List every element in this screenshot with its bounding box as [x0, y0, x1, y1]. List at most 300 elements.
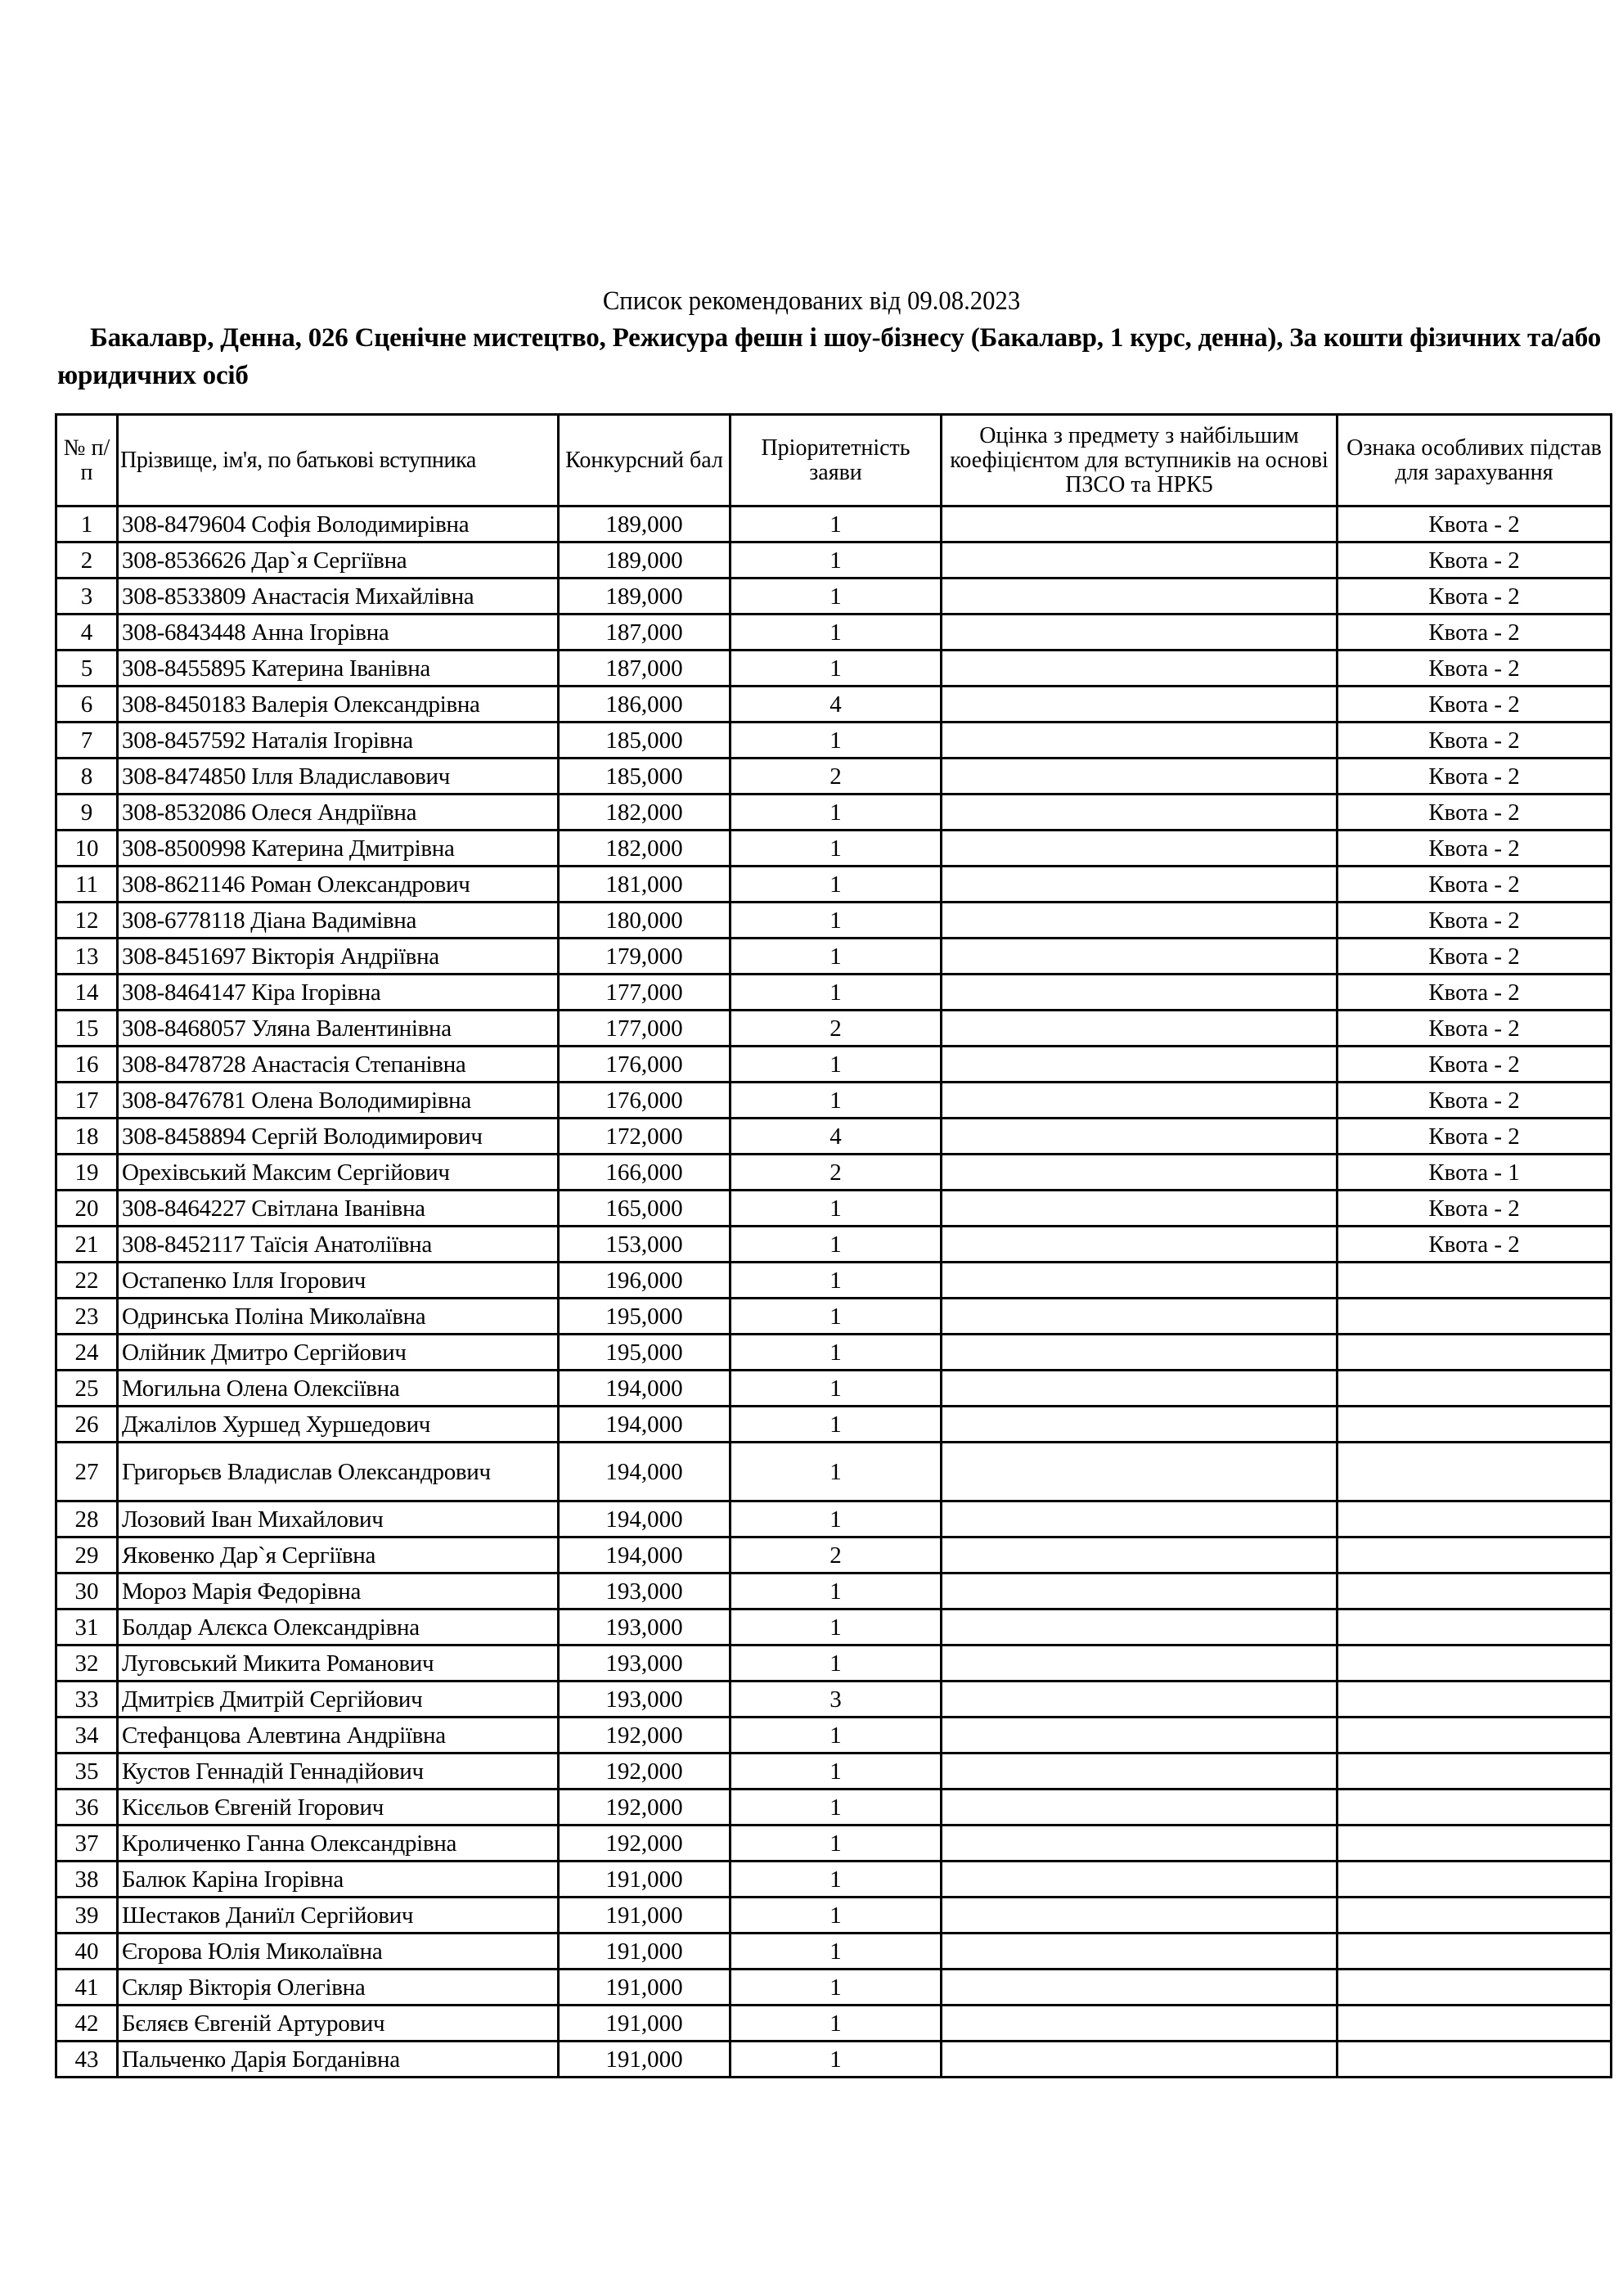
special-admission-basis-cell	[1338, 1681, 1612, 1717]
row-number-cell: 15	[56, 1011, 118, 1047]
competitive-score-cell: 193,000	[559, 1609, 731, 1645]
row-number-cell: 36	[56, 1790, 118, 1826]
special-admission-basis-cell	[1338, 1443, 1612, 1501]
competitive-score-cell: 176,000	[559, 1047, 731, 1083]
special-admission-basis-cell: Квота - 2	[1338, 903, 1612, 939]
row-number-cell: 43	[56, 2042, 118, 2078]
special-admission-basis-cell	[1338, 1335, 1612, 1371]
applicant-name-cell: Кроличенко Ганна Олександрівна	[118, 1826, 559, 1862]
applicant-name-cell: Остапенко Ілля Ігорович	[118, 1263, 559, 1299]
header-score: Конкурсний бал	[559, 415, 731, 506]
table-row	[56, 1335, 1612, 1371]
application-priority-cell: 1	[731, 1717, 942, 1754]
table-row	[56, 1717, 1612, 1754]
application-priority-cell: 1	[731, 1501, 942, 1537]
row-number-cell: 3	[56, 579, 118, 615]
table-row	[56, 1191, 1612, 1227]
table-body	[56, 506, 1612, 2078]
applicant-name-cell: 308-8458894 Сергій Володимирович	[118, 1119, 559, 1155]
application-priority-cell: 1	[731, 903, 942, 939]
row-number-cell: 22	[56, 1263, 118, 1299]
row-number-cell: 41	[56, 1970, 118, 2006]
application-priority-cell: 1	[731, 1970, 942, 2006]
applicant-name-cell: Луговський Микита Романович	[118, 1645, 559, 1681]
subject-grade-cell	[942, 1826, 1338, 1862]
competitive-score-cell: 192,000	[559, 1717, 731, 1754]
subject-grade-cell	[942, 651, 1338, 687]
table-row	[56, 1970, 1612, 2006]
application-priority-cell: 4	[731, 687, 942, 723]
application-priority-cell: 4	[731, 1119, 942, 1155]
application-priority-cell: 2	[731, 759, 942, 795]
row-number-cell: 37	[56, 1826, 118, 1862]
applicant-name-cell: Мороз Марія Федорівна	[118, 1573, 559, 1609]
table-row	[56, 1119, 1612, 1155]
special-admission-basis-cell: Квота - 2	[1338, 759, 1612, 795]
applicant-name-cell: 308-8455895 Катерина Іванівна	[118, 651, 559, 687]
row-number-cell: 42	[56, 2006, 118, 2042]
applicant-name-cell: Яковенко Дар`я Сергіївна	[118, 1537, 559, 1573]
subject-grade-cell	[942, 831, 1338, 867]
header-grade: Оцінка з предмету з найбільшим коефіцієнтом для вступників на основі ПЗСО та НРК5	[942, 415, 1338, 506]
application-priority-cell: 1	[731, 831, 942, 867]
subject-grade-cell	[942, 1970, 1338, 2006]
subject-grade-cell	[942, 615, 1338, 651]
competitive-score-cell: 194,000	[559, 1537, 731, 1573]
application-priority-cell: 1	[731, 651, 942, 687]
applicant-name-cell: Орехівський Максим Сергійович	[118, 1155, 559, 1191]
subject-grade-cell	[942, 1083, 1338, 1119]
competitive-score-cell: 187,000	[559, 651, 731, 687]
table-row	[56, 1299, 1612, 1335]
competitive-score-cell: 189,000	[559, 542, 731, 579]
table-row	[56, 1681, 1612, 1717]
row-number-cell: 25	[56, 1371, 118, 1407]
table-row	[56, 1826, 1612, 1862]
row-number-cell: 24	[56, 1335, 118, 1371]
table-row	[56, 759, 1612, 795]
subject-grade-cell	[942, 975, 1338, 1011]
row-number-cell: 34	[56, 1717, 118, 1754]
applicant-name-cell: Кісєльов Євгеній Ігорович	[118, 1790, 559, 1826]
application-priority-cell: 1	[731, 1790, 942, 1826]
row-number-cell: 32	[56, 1645, 118, 1681]
special-admission-basis-cell	[1338, 1407, 1612, 1443]
row-number-cell: 18	[56, 1119, 118, 1155]
application-priority-cell: 1	[731, 1826, 942, 1862]
table-row	[56, 1155, 1612, 1191]
subject-grade-cell	[942, 1790, 1338, 1826]
application-priority-cell: 1	[731, 867, 942, 903]
special-admission-basis-cell	[1338, 1862, 1612, 1898]
applicant-name-cell: Могильна Олена Олексіївна	[118, 1371, 559, 1407]
applicant-name-cell: Григорьєв Владислав Олександрович	[118, 1443, 559, 1501]
row-number-cell: 31	[56, 1609, 118, 1645]
competitive-score-cell: 194,000	[559, 1501, 731, 1537]
subject-grade-cell	[942, 1681, 1338, 1717]
subject-grade-cell	[942, 1119, 1338, 1155]
subject-grade-cell	[942, 1609, 1338, 1645]
application-priority-cell: 1	[731, 975, 942, 1011]
table-row	[56, 1083, 1612, 1119]
competitive-score-cell: 191,000	[559, 1934, 731, 1970]
applicant-name-cell: Олійник Дмитро Сергійович	[118, 1335, 559, 1371]
table-row	[56, 1537, 1612, 1573]
subject-grade-cell	[942, 1227, 1338, 1263]
applicant-name-cell: 308-8536626 Дар`я Сергіївна	[118, 542, 559, 579]
row-number-cell: 14	[56, 975, 118, 1011]
competitive-score-cell: 179,000	[559, 939, 731, 975]
application-priority-cell: 1	[731, 1047, 942, 1083]
table-row	[56, 975, 1612, 1011]
application-priority-cell: 1	[731, 1083, 942, 1119]
table-row	[56, 687, 1612, 723]
special-admission-basis-cell: Квота - 2	[1338, 579, 1612, 615]
competitive-score-cell: 196,000	[559, 1263, 731, 1299]
applicant-name-cell: Єгорова Юлія Миколаївна	[118, 1934, 559, 1970]
subject-grade-cell	[942, 2042, 1338, 2078]
application-priority-cell: 1	[731, 1609, 942, 1645]
subject-grade-cell	[942, 1898, 1338, 1934]
application-priority-cell: 1	[731, 1407, 942, 1443]
competitive-score-cell: 194,000	[559, 1443, 731, 1501]
table-row	[56, 542, 1612, 579]
application-priority-cell: 1	[731, 2042, 942, 2078]
row-number-cell: 33	[56, 1681, 118, 1717]
application-priority-cell: 2	[731, 1155, 942, 1191]
special-admission-basis-cell: Квота - 2	[1338, 1191, 1612, 1227]
row-number-cell: 10	[56, 831, 118, 867]
special-admission-basis-cell	[1338, 1645, 1612, 1681]
special-admission-basis-cell	[1338, 1263, 1612, 1299]
applicant-name-cell: Пальченко Дарія Богданівна	[118, 2042, 559, 2078]
subject-grade-cell	[942, 1371, 1338, 1407]
subject-grade-cell	[942, 1573, 1338, 1609]
special-admission-basis-cell: Квота - 2	[1338, 1011, 1612, 1047]
competitive-score-cell: 181,000	[559, 867, 731, 903]
row-number-cell: 5	[56, 651, 118, 687]
subject-grade-cell	[942, 867, 1338, 903]
applicant-name-cell: Скляр Вікторія Олегівна	[118, 1970, 559, 2006]
application-priority-cell: 1	[731, 1898, 942, 1934]
application-priority-cell: 1	[731, 542, 942, 579]
competitive-score-cell: 176,000	[559, 1083, 731, 1119]
special-admission-basis-cell	[1338, 2042, 1612, 2078]
competitive-score-cell: 177,000	[559, 975, 731, 1011]
row-number-cell: 35	[56, 1754, 118, 1790]
application-priority-cell: 3	[731, 1681, 942, 1717]
competitive-score-cell: 177,000	[559, 1011, 731, 1047]
applicant-name-cell: Шестаков Даниїл Сергійович	[118, 1898, 559, 1934]
special-admission-basis-cell: Квота - 2	[1338, 723, 1612, 759]
table-row	[56, 579, 1612, 615]
competitive-score-cell: 192,000	[559, 1754, 731, 1790]
table-row	[56, 903, 1612, 939]
competitive-score-cell: 187,000	[559, 615, 731, 651]
subject-grade-cell	[942, 1717, 1338, 1754]
competitive-score-cell: 182,000	[559, 795, 731, 831]
application-priority-cell: 1	[731, 506, 942, 542]
subject-grade-cell	[942, 759, 1338, 795]
applicant-name-cell: Джалілов Хуршед Хуршедович	[118, 1407, 559, 1443]
row-number-cell: 39	[56, 1898, 118, 1934]
table-row	[56, 2042, 1612, 2078]
row-number-cell: 26	[56, 1407, 118, 1443]
subject-grade-cell	[942, 903, 1338, 939]
special-admission-basis-cell	[1338, 1754, 1612, 1790]
table-row	[56, 1047, 1612, 1083]
special-admission-basis-cell	[1338, 1299, 1612, 1335]
table-row	[56, 1443, 1612, 1501]
competitive-score-cell: 194,000	[559, 1371, 731, 1407]
row-number-cell: 4	[56, 615, 118, 651]
special-admission-basis-cell: Квота - 2	[1338, 542, 1612, 579]
application-priority-cell: 1	[731, 1227, 942, 1263]
row-number-cell: 38	[56, 1862, 118, 1898]
row-number-cell: 11	[56, 867, 118, 903]
application-priority-cell: 1	[731, 1645, 942, 1681]
competitive-score-cell: 194,000	[559, 1407, 731, 1443]
subject-grade-cell	[942, 939, 1338, 975]
application-priority-cell: 1	[731, 2006, 942, 2042]
competitive-score-cell: 189,000	[559, 506, 731, 542]
applicant-name-cell: Балюк Каріна Ігорівна	[118, 1862, 559, 1898]
application-priority-cell: 1	[731, 579, 942, 615]
subject-grade-cell	[942, 1862, 1338, 1898]
table-row	[56, 1645, 1612, 1681]
application-priority-cell: 1	[731, 795, 942, 831]
application-priority-cell: 1	[731, 1934, 942, 1970]
applicant-name-cell: 308-8532086 Олеся Андріївна	[118, 795, 559, 831]
row-number-cell: 17	[56, 1083, 118, 1119]
subject-grade-cell	[942, 579, 1338, 615]
application-priority-cell: 2	[731, 1537, 942, 1573]
special-admission-basis-cell: Квота - 2	[1338, 1119, 1612, 1155]
applicant-name-cell: Кустов Геннадій Геннадійович	[118, 1754, 559, 1790]
competitive-score-cell: 185,000	[559, 723, 731, 759]
table-row	[56, 831, 1612, 867]
table-row	[56, 1501, 1612, 1537]
competitive-score-cell: 191,000	[559, 1862, 731, 1898]
header-number: № п/п	[56, 415, 118, 506]
application-priority-cell: 1	[731, 1573, 942, 1609]
competitive-score-cell: 191,000	[559, 1970, 731, 2006]
table-row	[56, 723, 1612, 759]
competitive-score-cell: 195,000	[559, 1335, 731, 1371]
row-number-cell: 21	[56, 1227, 118, 1263]
table-header-row	[56, 415, 1612, 506]
special-admission-basis-cell	[1338, 1970, 1612, 2006]
competitive-score-cell: 195,000	[559, 1299, 731, 1335]
table-row	[56, 2006, 1612, 2042]
subject-grade-cell	[942, 1537, 1338, 1573]
competitive-score-cell: 185,000	[559, 759, 731, 795]
competitive-score-cell: 191,000	[559, 2042, 731, 2078]
special-admission-basis-cell	[1338, 1717, 1612, 1754]
document-subtitle: Бакалавр, Денна, 026 Сценічне мистецтво, Режисура фешн і шоу-бізнесу (Бакалавр, 1 курс, денна), За кошти фізичних та/або юридичних осіб	[57, 323, 1602, 390]
table-row	[56, 1227, 1612, 1263]
row-number-cell: 19	[56, 1155, 118, 1191]
applicant-name-cell: 308-6843448 Анна Ігорівна	[118, 615, 559, 651]
applicant-name-cell: Лозовий Іван Михайлович	[118, 1501, 559, 1537]
document-title: Список рекомендованих від 09.08.2023	[602, 286, 1021, 316]
subject-grade-cell	[942, 1501, 1338, 1537]
application-priority-cell: 1	[731, 1263, 942, 1299]
subject-grade-cell	[942, 723, 1338, 759]
application-priority-cell: 1	[731, 723, 942, 759]
special-admission-basis-cell	[1338, 1826, 1612, 1862]
subject-grade-cell	[942, 1443, 1338, 1501]
application-priority-cell: 1	[731, 1862, 942, 1898]
table-row	[56, 1573, 1612, 1609]
special-admission-basis-cell	[1338, 1934, 1612, 1970]
row-number-cell: 13	[56, 939, 118, 975]
application-priority-cell: 1	[731, 1754, 942, 1790]
applicant-name-cell: 308-8457592 Наталія Ігорівна	[118, 723, 559, 759]
special-admission-basis-cell	[1338, 1790, 1612, 1826]
table-row	[56, 1371, 1612, 1407]
application-priority-cell: 1	[731, 1299, 942, 1335]
applicant-name-cell: Бєляєв Євгеній Артурович	[118, 2006, 559, 2042]
subject-grade-cell	[942, 1934, 1338, 1970]
row-number-cell: 23	[56, 1299, 118, 1335]
competitive-score-cell: 191,000	[559, 1898, 731, 1934]
subject-grade-cell	[942, 1645, 1338, 1681]
application-priority-cell: 1	[731, 1335, 942, 1371]
special-admission-basis-cell	[1338, 1609, 1612, 1645]
applicant-name-cell: 308-8474850 Ілля Владиславович	[118, 759, 559, 795]
row-number-cell: 30	[56, 1573, 118, 1609]
header-name: Прізвище, ім'я, по батькові вступника	[118, 415, 559, 506]
row-number-cell: 27	[56, 1443, 118, 1501]
applicant-name-cell: Дмитрієв Дмитрій Сергійович	[118, 1681, 559, 1717]
recommended-list-table	[55, 413, 1612, 2078]
special-admission-basis-cell: Квота - 2	[1338, 1227, 1612, 1263]
table-row	[56, 1790, 1612, 1826]
applicant-name-cell: 308-8478728 Анастасія Степанівна	[118, 1047, 559, 1083]
application-priority-cell: 1	[731, 615, 942, 651]
applicant-name-cell: Одринська Поліна Миколаївна	[118, 1299, 559, 1335]
subject-grade-cell	[942, 1011, 1338, 1047]
row-number-cell: 40	[56, 1934, 118, 1970]
applicant-name-cell: 308-8452117 Таїсія Анатоліївна	[118, 1227, 559, 1263]
special-admission-basis-cell	[1338, 1573, 1612, 1609]
applicant-name-cell: 308-8464227 Світлана Іванівна	[118, 1191, 559, 1227]
competitive-score-cell: 180,000	[559, 903, 731, 939]
table-row	[56, 1407, 1612, 1443]
subject-grade-cell	[942, 542, 1338, 579]
applicant-name-cell: 308-8468057 Уляна Валентинівна	[118, 1011, 559, 1047]
subject-grade-cell	[942, 506, 1338, 542]
competitive-score-cell: 192,000	[559, 1826, 731, 1862]
competitive-score-cell: 166,000	[559, 1155, 731, 1191]
row-number-cell: 8	[56, 759, 118, 795]
special-admission-basis-cell: Квота - 2	[1338, 795, 1612, 831]
table-row	[56, 1862, 1612, 1898]
competitive-score-cell: 153,000	[559, 1227, 731, 1263]
applicant-name-cell: 308-8621146 Роман Олександрович	[118, 867, 559, 903]
special-admission-basis-cell	[1338, 1537, 1612, 1573]
subject-grade-cell	[942, 1155, 1338, 1191]
subject-grade-cell	[942, 1335, 1338, 1371]
table-row	[56, 1898, 1612, 1934]
row-number-cell: 29	[56, 1537, 118, 1573]
table-row	[56, 1011, 1612, 1047]
applicant-name-cell: Болдар Алєкса Олександрівна	[118, 1609, 559, 1645]
subject-grade-cell	[942, 1263, 1338, 1299]
header-priority: Пріоритетність заяви	[731, 415, 942, 506]
special-admission-basis-cell: Квота - 2	[1338, 831, 1612, 867]
row-number-cell: 20	[56, 1191, 118, 1227]
special-admission-basis-cell	[1338, 1501, 1612, 1537]
special-admission-basis-cell: Квота - 2	[1338, 939, 1612, 975]
row-number-cell: 6	[56, 687, 118, 723]
special-admission-basis-cell: Квота - 2	[1338, 506, 1612, 542]
special-admission-basis-cell: Квота - 2	[1338, 1047, 1612, 1083]
application-priority-cell: 1	[731, 1443, 942, 1501]
subject-grade-cell	[942, 1047, 1338, 1083]
table-row	[56, 1609, 1612, 1645]
row-number-cell: 28	[56, 1501, 118, 1537]
special-admission-basis-cell	[1338, 2006, 1612, 2042]
competitive-score-cell: 193,000	[559, 1645, 731, 1681]
applicant-name-cell: 308-8533809 Анастасія Михайлівна	[118, 579, 559, 615]
special-admission-basis-cell: Квота - 2	[1338, 687, 1612, 723]
row-number-cell: 1	[56, 506, 118, 542]
application-priority-cell: 1	[731, 939, 942, 975]
competitive-score-cell: 193,000	[559, 1573, 731, 1609]
competitive-score-cell: 186,000	[559, 687, 731, 723]
subject-grade-cell	[942, 1299, 1338, 1335]
applicant-name-cell: 308-8479604 Софія Володимирівна	[118, 506, 559, 542]
competitive-score-cell: 182,000	[559, 831, 731, 867]
header-quota: Ознака особливих підстав для зарахування	[1338, 415, 1612, 506]
table-row	[56, 651, 1612, 687]
row-number-cell: 2	[56, 542, 118, 579]
row-number-cell: 16	[56, 1047, 118, 1083]
table-row	[56, 1263, 1612, 1299]
row-number-cell: 12	[56, 903, 118, 939]
special-admission-basis-cell: Квота - 2	[1338, 1083, 1612, 1119]
special-admission-basis-cell: Квота - 2	[1338, 975, 1612, 1011]
applicant-name-cell: 308-8500998 Катерина Дмитрівна	[118, 831, 559, 867]
subject-grade-cell	[942, 1191, 1338, 1227]
subject-grade-cell	[942, 2006, 1338, 2042]
subject-grade-cell	[942, 795, 1338, 831]
table-row	[56, 795, 1612, 831]
row-number-cell: 7	[56, 723, 118, 759]
applicant-name-cell: 308-8451697 Вікторія Андріївна	[118, 939, 559, 975]
table-row	[56, 867, 1612, 903]
table-row	[56, 506, 1612, 542]
special-admission-basis-cell: Квота - 2	[1338, 651, 1612, 687]
competitive-score-cell: 191,000	[559, 2006, 731, 2042]
special-admission-basis-cell	[1338, 1371, 1612, 1407]
subject-grade-cell	[942, 687, 1338, 723]
applicant-name-cell: 308-6778118 Діана Вадимівна	[118, 903, 559, 939]
subject-grade-cell	[942, 1407, 1338, 1443]
competitive-score-cell: 189,000	[559, 579, 731, 615]
competitive-score-cell: 193,000	[559, 1681, 731, 1717]
application-priority-cell: 1	[731, 1371, 942, 1407]
table-row	[56, 1934, 1612, 1970]
special-admission-basis-cell	[1338, 1898, 1612, 1934]
applicant-name-cell: Стефанцова Алевтина Андріївна	[118, 1717, 559, 1754]
table-row	[56, 939, 1612, 975]
application-priority-cell: 2	[731, 1011, 942, 1047]
applicant-name-cell: 308-8476781 Олена Володимирівна	[118, 1083, 559, 1119]
table-row	[56, 615, 1612, 651]
